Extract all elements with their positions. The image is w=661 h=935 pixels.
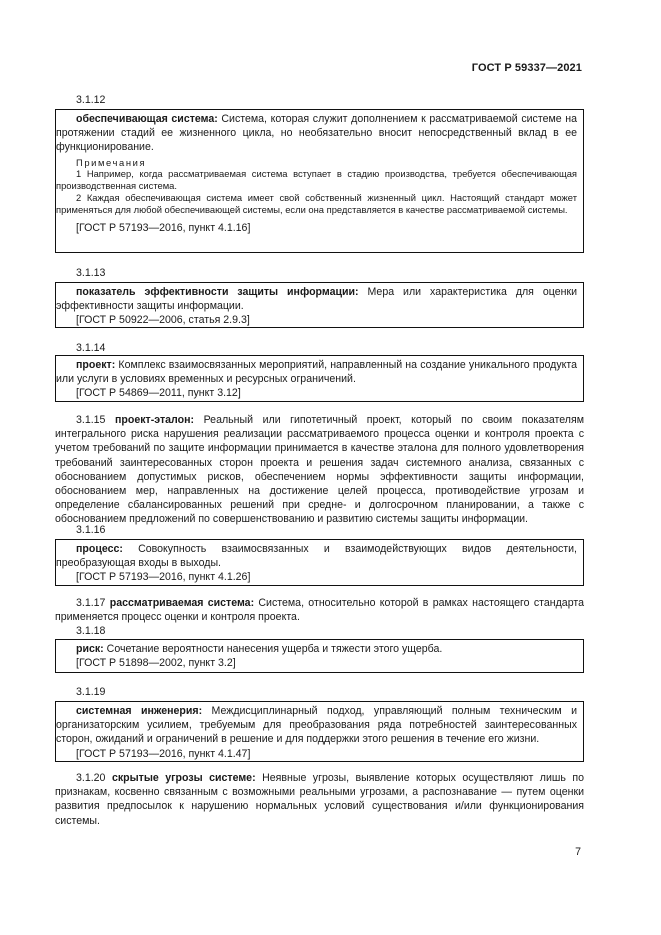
definition-box bbox=[55, 639, 584, 673]
page-number: 7 bbox=[575, 846, 581, 858]
term: обеспечивающая система: bbox=[76, 113, 218, 125]
notes-title: Примечания bbox=[76, 156, 147, 168]
source-reference: [ГОСТ Р 57193—2016, пункт 4.1.16] bbox=[76, 221, 251, 234]
source-reference: [ГОСТ Р 51898—2002, пункт 3.2] bbox=[76, 657, 236, 670]
source-reference: [ГОСТ Р 57193—2016, пункт 4.1.26] bbox=[76, 571, 251, 584]
definition-text: системная инженерия: Междисциплинарный подход, управляющий полным техническим и организаторским усилием, требуемым для преобразования ряда потребностей заинтересованных сторон, ожиданий и ограничений в решение и для поддержки этого решения в течение его жизни. bbox=[56, 705, 577, 746]
definition-paragraph: 3.1.17 рассматриваемая система: Система, относительно которой в рамках настоящего стандарта применяется процесс оценки и контроля проекта. bbox=[55, 597, 584, 624]
term: проект: bbox=[76, 359, 116, 371]
definition-box bbox=[55, 282, 584, 328]
definition-box bbox=[55, 109, 584, 253]
source-reference: [ГОСТ Р 54869—2011, пункт 3.12] bbox=[76, 387, 241, 400]
clause-number: 3.1.13 bbox=[76, 267, 106, 279]
notes bbox=[56, 157, 577, 216]
note-2: 2 Каждая обеспечивающая система имеет свой собственный жизненный цикл. Настоящий стандарт может применяться для любой обеспечивающей системы, если она представляется в качестве рассматриваемой системы. bbox=[56, 192, 577, 215]
term: проект-эталон: bbox=[115, 414, 195, 426]
definition-paragraph: 3.1.15 проект-эталон: Реальный или гипотетичный проект, который по своим показателям интегрального риска нарушения реализации рассматриваемого процесса оценки и контроля проекта с учетом требований по защите информации принимается в качестве эталона для полного удовлетворения требований заинтересованных сторон проекта и решения задач системного анализа, связанных с обоснованием допустимых рисков, обеспечением нормы эффективности защиты информации, обоснованием мер, направленных на достижение целей процесса, противодействие угрозам и определение сбалансированных решений при средне- и долгосрочном планировании, а также с обоснованием предложений по совершенствованию и развитию системы защиты информации. bbox=[55, 414, 584, 526]
definition-paragraph: 3.1.20 скрытые угрозы системе: Неявные угрозы, выявление которых осуществляют лишь по признакам, косвенно связанным с возможными реальными угрозами, а распознавание — путем оценки развития предпосылок к нарушению нормальных условий существования и/или функционирования системы. bbox=[55, 772, 584, 827]
term: системная инженерия: bbox=[76, 705, 203, 717]
clause-number: 3.1.19 bbox=[76, 686, 106, 698]
term: скрытые угрозы системе: bbox=[111, 772, 256, 784]
clause-number: 3.1.18 bbox=[76, 625, 106, 637]
term: показатель эффективности защиты информации: bbox=[76, 286, 359, 298]
clause-number: 3.1.16 bbox=[76, 524, 106, 536]
definition-text: обеспечивающая система: Система, которая служит дополнением к рассматриваемой системе на протяжении стадий ее жизненного цикла, но необязательно вносит непосредственный вклад в ее функционирование. bbox=[56, 113, 577, 154]
clause-number: 3.1.12 bbox=[76, 94, 106, 106]
document-header: ГОСТ Р 59337—2021 bbox=[471, 62, 582, 74]
term: рассматриваемая система: bbox=[109, 597, 255, 609]
term: риск: bbox=[76, 643, 104, 655]
definition-box bbox=[55, 355, 584, 402]
clause-number: 3.1.20 bbox=[76, 772, 106, 784]
definition-text: процесс: Совокупность взаимосвязанных и взаимодействующих видов деятельности, преобразующая входы в выходы. bbox=[56, 543, 577, 570]
definition-text: риск: Сочетание вероятности нанесения ущерба и тяжести этого ущерба. bbox=[76, 643, 443, 655]
source-reference: [ГОСТ Р 50922—2006, статья 2.9.3] bbox=[76, 314, 250, 327]
clause-number: 3.1.17 bbox=[76, 597, 106, 609]
clause-number: 3.1.15 bbox=[76, 414, 106, 426]
term: процесс: bbox=[76, 543, 123, 555]
definition-text: показатель эффективности защиты информации: Мера или характеристика для оценки эффективности защиты информации. bbox=[56, 286, 577, 313]
source-reference: [ГОСТ Р 57193—2016, пункт 4.1.47] bbox=[76, 747, 251, 760]
definition-box bbox=[55, 701, 584, 762]
clause-number: 3.1.14 bbox=[76, 342, 106, 354]
definition-text: проект: Комплекс взаимосвязанных мероприятий, направленный на создание уникального продукта или услуги в условиях временных и ресурсных ограничений. bbox=[56, 359, 577, 386]
note-1: 1 Например, когда рассматриваемая система вступает в стадию производства, требуется обеспечивающая производственная система. bbox=[56, 168, 577, 192]
definition-box bbox=[55, 539, 584, 586]
